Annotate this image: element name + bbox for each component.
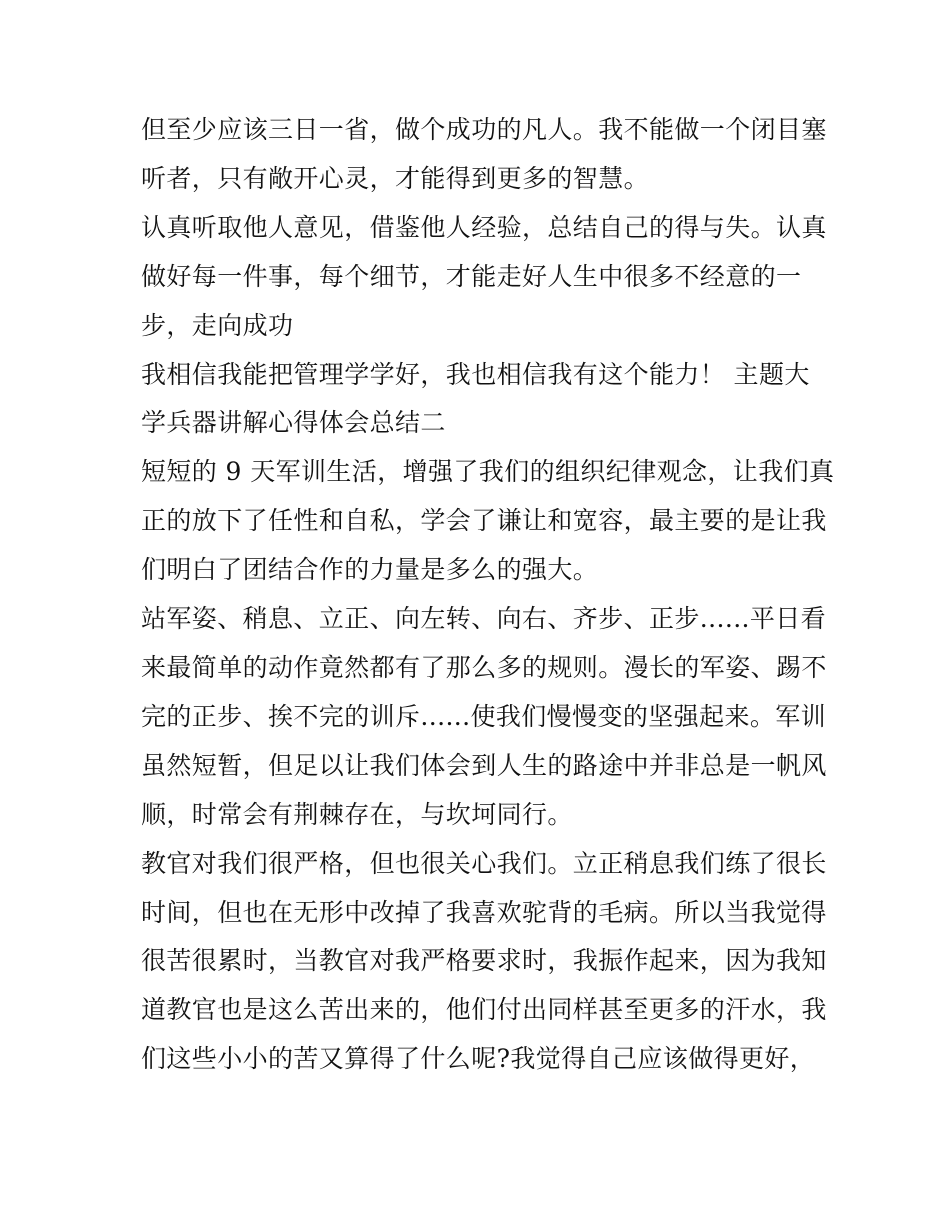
text-line: 完的正步、挨不完的训斥......使我们慢慢变的坚强起来。军训: [141, 701, 827, 731]
paragraph: [141, 106, 827, 204]
paragraph: [141, 351, 821, 449]
text-line: 听者，只有敞开心灵，才能得到更多的智慧。: [141, 163, 650, 193]
document-body: [141, 106, 835, 1084]
text-line: 顺，时常会有荆棘存在，与坎坷同行。: [141, 799, 573, 829]
text-line: 们明白了团结合作的力量是多么的强大。: [141, 555, 599, 585]
paragraph: [141, 448, 835, 595]
paragraph: [141, 595, 827, 840]
paragraph: [141, 204, 827, 351]
paragraph: [141, 840, 827, 1085]
text-line: 道教官也是这么苦出来的，他们付出同样甚至更多的汗水，我: [141, 995, 827, 1025]
text-line: 学兵器讲解心得体会总结二: [141, 408, 446, 438]
text-line: 步，走向成功: [141, 310, 294, 340]
text-line: 做好每一件事，每个细节，才能走好人生中很多不经意的一: [141, 261, 802, 291]
text-line: 时间，但也在无形中改掉了我喜欢驼背的毛病。所以当我觉得: [141, 897, 827, 927]
text-line: 们这些小小的苦又算得了什么呢?我觉得自己应该做得更好，: [141, 1044, 816, 1074]
text-line: 短短的 9 天军训生活，增强了我们的组织纪律观念，让我们真: [141, 457, 835, 487]
text-line: 教官对我们很严格，但也很关心我们。立正稍息我们练了很长: [141, 848, 827, 878]
text-line: 但至少应该三日一省，做个成功的凡人。我不能做一个闭目塞: [141, 115, 827, 144]
text-line: 来最简单的动作竟然都有了那么多的规则。漫长的军姿、踢不: [141, 652, 827, 682]
text-line: 很苦很累时，当教官对我严格要求时，我振作起来，因为我知: [141, 946, 827, 976]
text-line: 正的放下了任性和自私，学会了谦让和宽容，最主要的是让我: [141, 506, 827, 536]
text-line: 我相信我能把管理学学好，我也相信我有这个能力！ 主题大: [141, 359, 810, 389]
text-line: 站军姿、稍息、立正、向左转、向右、齐步、正步......平日看: [141, 604, 827, 634]
text-line: 认真听取他人意见，借鉴他人经验，总结自己的得与失。认真: [141, 212, 827, 242]
text-line: 虽然短暂，但足以让我们体会到人生的路途中并非总是一帆风: [141, 750, 827, 780]
